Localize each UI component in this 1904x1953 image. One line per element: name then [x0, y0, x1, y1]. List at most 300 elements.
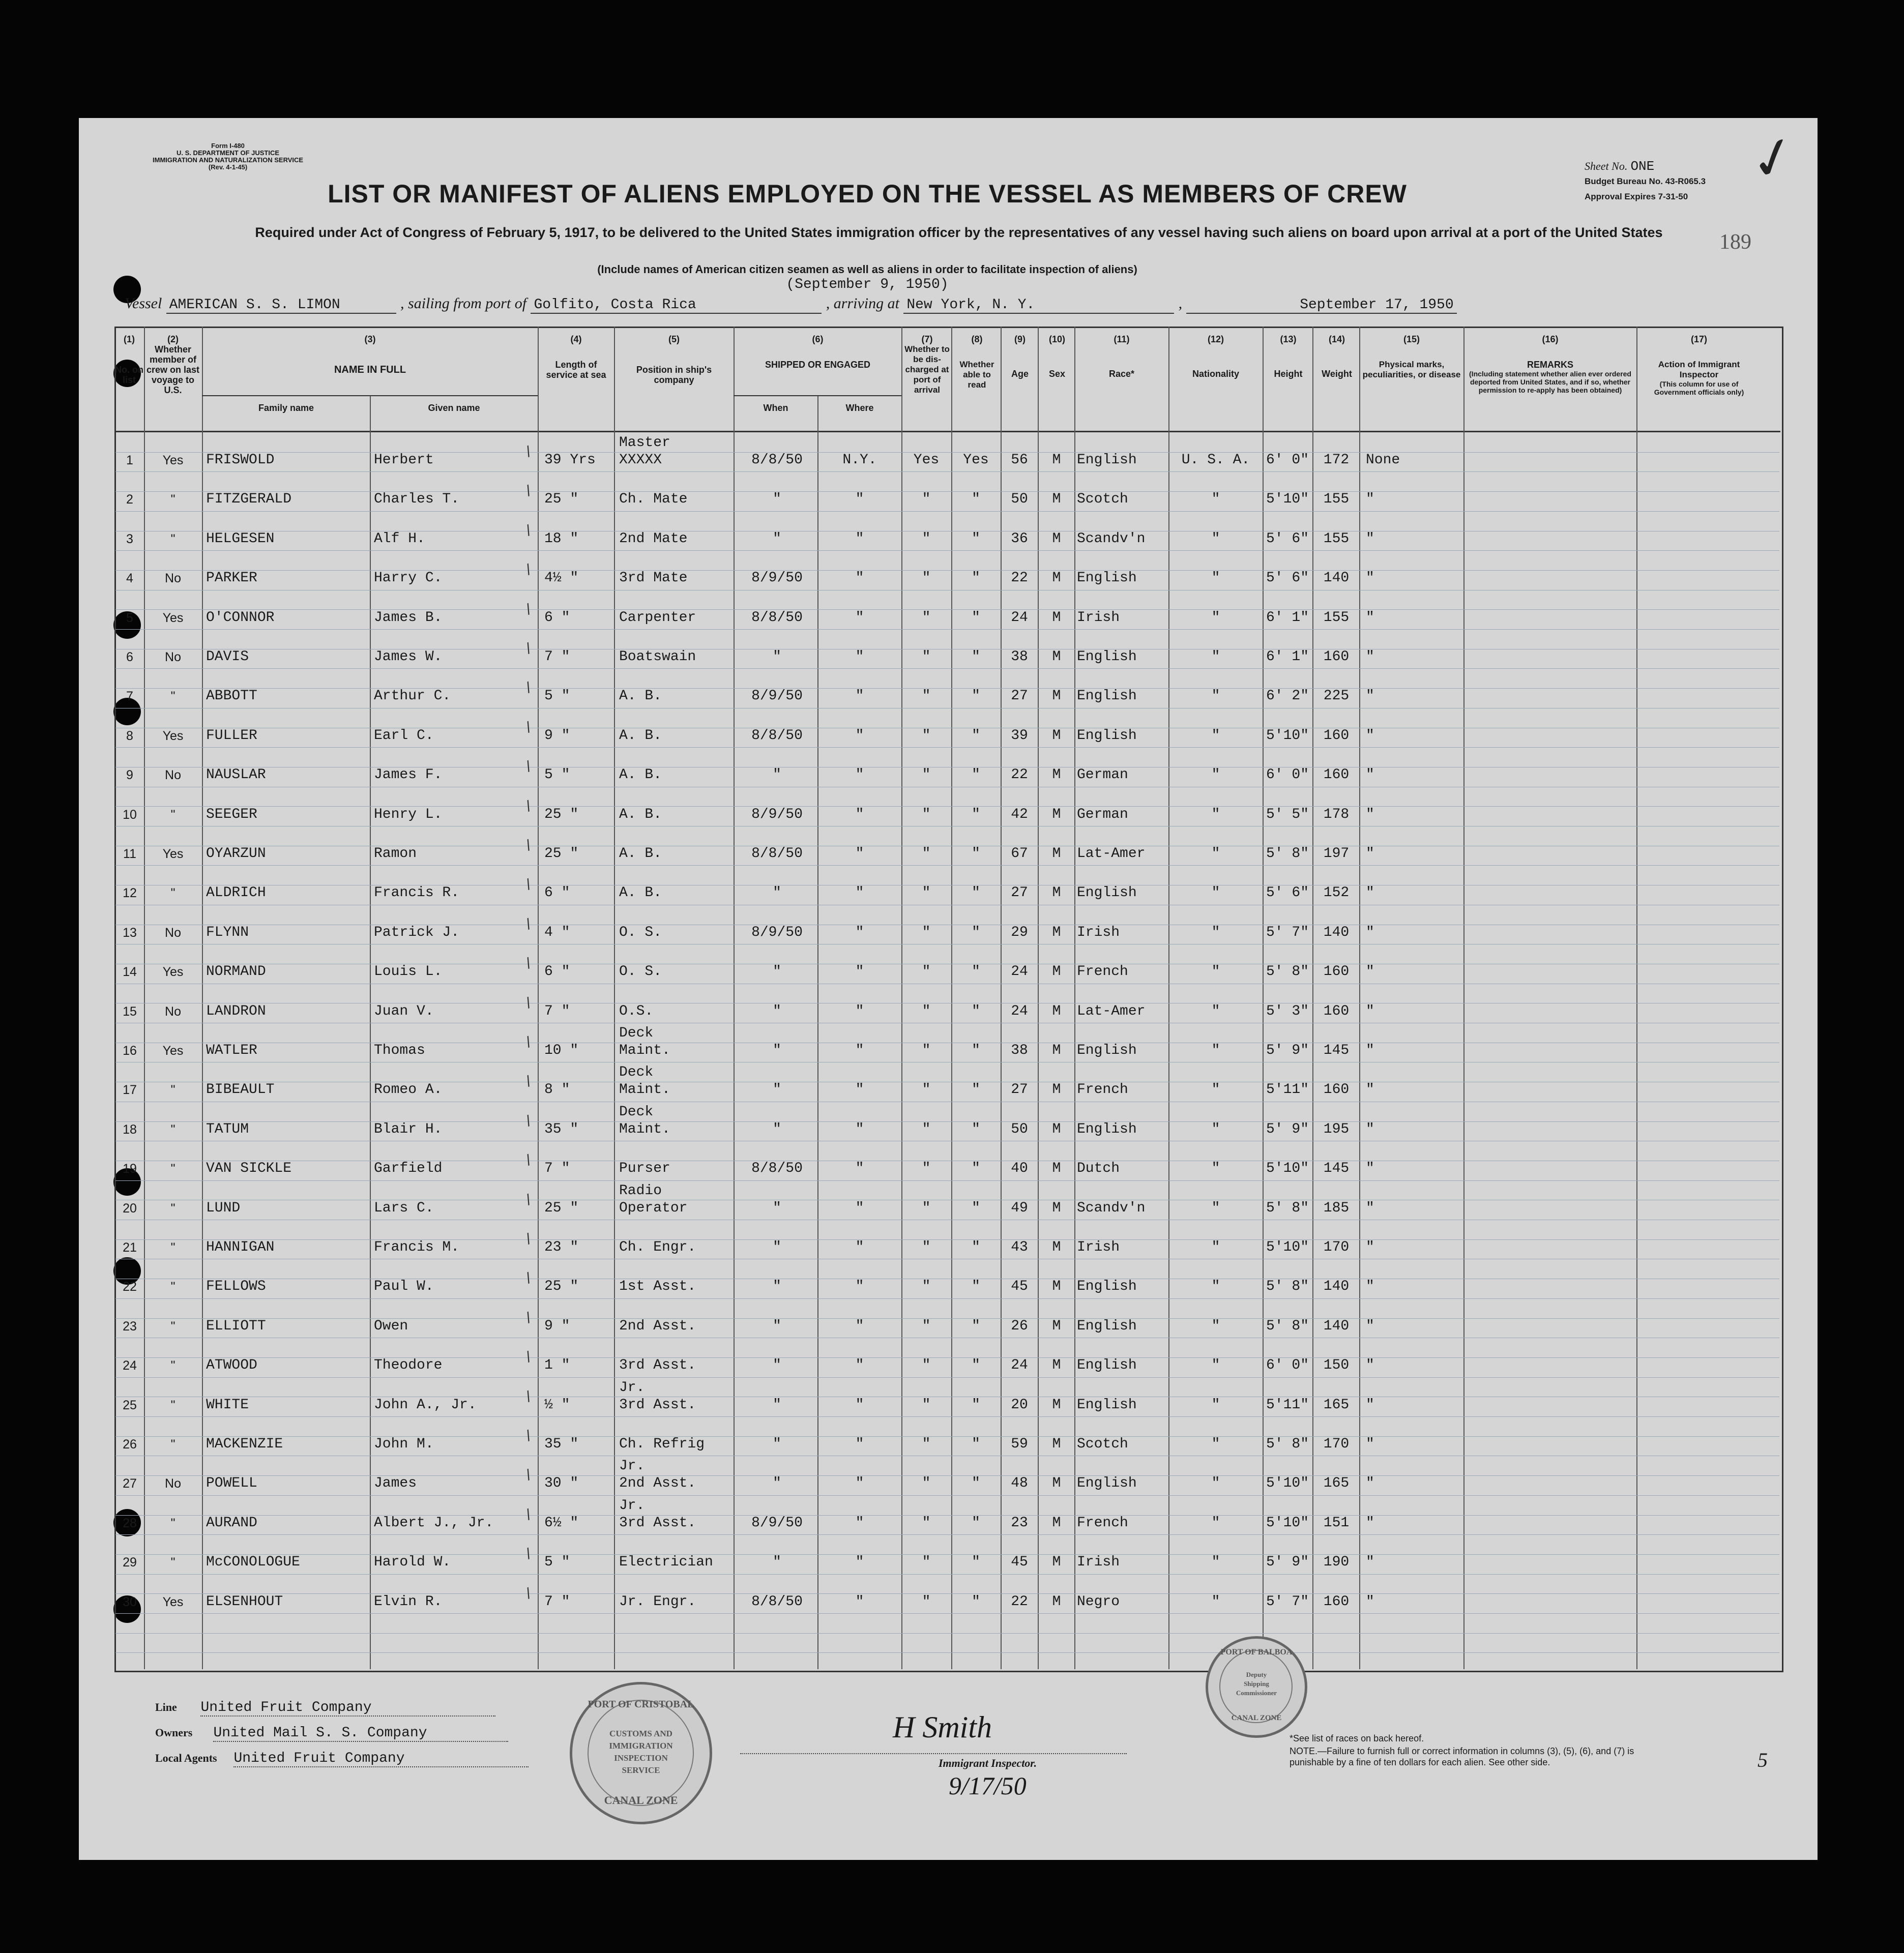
height: 6' 2" [1266, 688, 1309, 704]
sex: M [1052, 1436, 1061, 1452]
sex: M [1052, 846, 1061, 862]
ruled-line [115, 1633, 1779, 1634]
sex: M [1052, 885, 1061, 901]
col-race-header [1076, 334, 1167, 379]
sex: M [1052, 452, 1061, 468]
position: 1st Asst. [619, 1279, 696, 1295]
position: 3rd Asst. [619, 1397, 696, 1413]
penalty-note: NOTE.—Failure to furnish full or correct information in columns (3), (5), (6), and (7) is punishable by a fine of ten dollars for each alien. See other side. [1290, 1746, 1634, 1767]
row-number: 27 [123, 1476, 137, 1491]
race: Scotch [1077, 1436, 1128, 1452]
given-name: Herbert [374, 452, 434, 468]
stamp-center-text: CUSTOMS AND IMMIGRATION INSPECTION SERVICE [609, 1729, 673, 1775]
family-name: LUND [206, 1200, 241, 1216]
position: A. B. [619, 688, 662, 704]
col-name-header [203, 334, 537, 375]
weight: 155 [1323, 530, 1350, 547]
member-last-voyage: " [170, 1319, 175, 1334]
nationality: " [1211, 1515, 1220, 1531]
col-discharged-header [903, 334, 951, 395]
member-last-voyage: " [170, 1083, 175, 1098]
col-label: Length of service at sea [546, 360, 606, 380]
row-number: 5 [126, 610, 133, 625]
discharged-at-arrival: " [922, 727, 931, 744]
member-last-voyage: Yes [162, 610, 184, 625]
row-number: 20 [123, 1201, 137, 1216]
height: 5' 5" [1266, 806, 1309, 822]
shipped-where: " [855, 1515, 864, 1531]
revision: (Rev. 4-1-45) [208, 163, 248, 171]
position: A. B. [619, 767, 662, 783]
able-to-read: " [972, 727, 980, 744]
col-position-header [616, 334, 733, 385]
shipped-where: " [855, 1239, 864, 1255]
race: French [1077, 1515, 1128, 1531]
nationality: " [1211, 1436, 1220, 1452]
nationality: " [1211, 1200, 1220, 1216]
physical-marks: " [1366, 570, 1374, 586]
weight: 160 [1323, 727, 1350, 744]
shipped-where: " [855, 1043, 864, 1058]
crew-table [114, 327, 1783, 1672]
sex: M [1052, 727, 1061, 744]
given-name: Arthur C. [374, 688, 451, 704]
row-number: 10 [123, 807, 137, 822]
sex: M [1052, 570, 1061, 586]
shipped-when: 8/9/50 [751, 1515, 803, 1531]
position: Ch. Refrig [619, 1436, 705, 1452]
check-tick-icon: / [523, 1506, 534, 1524]
height: 5' 8" [1266, 1279, 1309, 1295]
weight: 140 [1323, 1318, 1350, 1334]
col-label: SHIPPED OR ENGAGED [765, 360, 871, 370]
race: English [1077, 885, 1137, 901]
manifest-sheet [79, 118, 1818, 1860]
sex: M [1052, 1279, 1061, 1295]
height: 5'10" [1266, 1239, 1309, 1255]
family-name: ELSENHOUT [206, 1593, 283, 1610]
shipped-where: " [855, 1475, 864, 1492]
sex: M [1052, 688, 1061, 704]
shipped-where: N.Y. [842, 452, 877, 468]
shipped-where: " [855, 964, 864, 980]
page-title: LIST OR MANIFEST OF ALIENS EMPLOYED ON THE VESSEL AS MEMBERS OF CREW [328, 180, 1407, 208]
shipped-where: " [855, 649, 864, 665]
vessel-line: Vessel AMERICAN S. S. LIMON , sailing from port of Golfito, Costa Rica , arriving at New York, N. Y. , September 17, 1950 [125, 295, 1457, 314]
discharged-at-arrival: " [922, 570, 931, 586]
position-prefix: Master [619, 435, 670, 451]
height: 6' 1" [1266, 609, 1309, 626]
weight: 185 [1323, 1200, 1350, 1216]
nationality: " [1211, 846, 1220, 862]
col-label: Race* [1108, 369, 1135, 379]
position: Ch. Mate [619, 491, 688, 508]
nationality: " [1211, 924, 1220, 940]
shipped-where: " [855, 846, 864, 862]
height: 6' 0" [1266, 767, 1309, 783]
sex: M [1052, 1082, 1061, 1098]
family-name: ATWOOD [206, 1357, 257, 1374]
stamp-bottom-text: CANAL ZONE [1231, 1714, 1282, 1722]
check-tick-icon: / [523, 679, 534, 697]
row-number: 23 [123, 1319, 137, 1334]
length-of-service: 25 " [544, 806, 579, 822]
position: O. S. [619, 924, 662, 940]
position: A. B. [619, 846, 662, 862]
race: Scandv'n [1077, 1200, 1146, 1216]
race: English [1077, 649, 1137, 665]
position-prefix: Deck [619, 1025, 654, 1041]
sex: M [1052, 1239, 1061, 1255]
length-of-service: 25 " [544, 1279, 579, 1295]
stamp-center-text: Deputy Shipping Commissioner [1236, 1671, 1277, 1697]
member-last-voyage: No [165, 768, 181, 783]
physical-marks: None [1366, 452, 1400, 468]
family-name: WHITE [206, 1397, 249, 1413]
col-num: (14) [1328, 334, 1345, 344]
column-rule [817, 395, 818, 1669]
length-of-service: 23 " [544, 1239, 579, 1255]
weight: 155 [1323, 491, 1350, 508]
cristobal-port-stamp [570, 1682, 712, 1824]
member-last-voyage: Yes [162, 728, 184, 743]
column-rule [734, 327, 735, 1669]
height: 5' 6" [1266, 570, 1309, 586]
check-tick-icon: / [523, 797, 534, 815]
age: 26 [1011, 1318, 1028, 1334]
shipped-where: " [855, 1200, 864, 1216]
member-last-voyage: " [170, 492, 175, 507]
race: Lat-Amer [1077, 1003, 1146, 1019]
position: Boatswain [619, 649, 696, 665]
member-last-voyage: " [170, 1516, 175, 1530]
family-name: ELLIOTT [206, 1318, 266, 1334]
position: 3rd Asst. [619, 1515, 696, 1531]
length-of-service: 7 " [544, 1161, 570, 1177]
inspector-signature-line [740, 1753, 1127, 1754]
row-number: 7 [126, 689, 133, 704]
row-number: 25 [123, 1398, 137, 1412]
col-num: (16) [1542, 334, 1559, 344]
col-age-header [1002, 334, 1038, 379]
subtitle-note: (Include names of American citizen seamen as well as aliens in order to facilitate inspection of aliens) [597, 263, 1137, 276]
row-number: 28 [123, 1516, 137, 1530]
shipped-when: " [773, 491, 781, 508]
shipped-where: " [855, 1397, 864, 1413]
physical-marks: " [1366, 1357, 1374, 1374]
nationality: " [1211, 1121, 1220, 1137]
physical-marks: " [1366, 1121, 1374, 1137]
given-name: James F. [374, 767, 443, 783]
age: 24 [1011, 1357, 1028, 1374]
col-num: (4) [570, 334, 582, 344]
shipped-when: " [773, 767, 781, 783]
member-last-voyage: " [170, 807, 175, 822]
discharged-at-arrival: " [922, 1003, 931, 1019]
ruled-line [115, 511, 1779, 512]
discharged-at-arrival: " [922, 1318, 931, 1334]
able-to-read: " [972, 1397, 980, 1413]
sex: M [1052, 649, 1061, 665]
row-number: 14 [123, 965, 137, 980]
position: A. B. [619, 885, 662, 901]
shipped-where: " [855, 885, 864, 901]
sex: M [1052, 530, 1061, 547]
physical-marks: " [1366, 964, 1374, 980]
weight: 160 [1323, 767, 1350, 783]
col-read-header [953, 334, 1001, 390]
discharged-at-arrival: " [922, 806, 931, 822]
race: English [1077, 688, 1137, 704]
check-tick-icon: / [523, 561, 534, 579]
race: German [1077, 767, 1128, 783]
shipped-when: " [773, 1475, 781, 1492]
length-of-service: 6½ " [544, 1515, 579, 1531]
check-tick-icon: / [523, 482, 534, 500]
col-note: (This column for use of Government officials only) [1654, 380, 1744, 396]
inspection-date: 9/17/50 [949, 1771, 1027, 1800]
race: Dutch [1077, 1161, 1120, 1177]
length-of-service: 10 " [544, 1043, 579, 1058]
position-prefix: Radio [619, 1182, 662, 1199]
discharged-at-arrival: " [922, 1357, 931, 1374]
member-last-voyage: Yes [162, 1594, 184, 1609]
col-num: (9) [1014, 334, 1026, 344]
column-rule [538, 327, 539, 1669]
weight: 172 [1323, 452, 1350, 468]
family-name: SEEGER [206, 806, 257, 822]
given-name: Albert J., Jr. [374, 1515, 494, 1531]
member-last-voyage: " [170, 689, 175, 704]
sex: M [1052, 767, 1061, 783]
given-name: Theodore [374, 1357, 443, 1374]
shipped-when: 8/9/50 [751, 570, 803, 586]
sheet-info [1585, 159, 1706, 204]
age: 20 [1011, 1397, 1028, 1413]
shipped-when: " [773, 1436, 781, 1452]
member-last-voyage: " [170, 1280, 175, 1294]
able-to-read: " [972, 688, 980, 704]
row-number: 16 [123, 1044, 137, 1058]
row-number: 15 [123, 1004, 137, 1019]
shipped-when: 8/8/50 [751, 846, 803, 862]
weight: 160 [1323, 1593, 1350, 1610]
shipped-when: 8/9/50 [751, 924, 803, 940]
length-of-service: 5 " [544, 1554, 570, 1571]
shipped-when: 8/9/50 [751, 688, 803, 704]
discharged-at-arrival: " [922, 1397, 931, 1413]
ruled-line [115, 1298, 1779, 1299]
sheet-number: ONE [1630, 159, 1655, 174]
family-name: DAVIS [206, 649, 249, 665]
able-to-read: " [972, 1043, 980, 1058]
physical-marks: " [1366, 1515, 1374, 1531]
physical-marks: " [1366, 727, 1374, 744]
nationality: " [1211, 806, 1220, 822]
length-of-service: 7 " [544, 649, 570, 665]
check-tick-icon: / [523, 1073, 534, 1090]
column-rule [1463, 327, 1464, 1669]
row-number: 18 [123, 1122, 137, 1137]
discharged-at-arrival: " [922, 1161, 931, 1177]
age: 29 [1011, 924, 1028, 940]
approval-expires: Approval Expires 7-31-50 [1585, 192, 1688, 201]
race: Scandv'n [1077, 530, 1146, 547]
discharged-at-arrival: " [922, 1554, 931, 1571]
age: 24 [1011, 609, 1028, 626]
weight: 160 [1323, 1082, 1350, 1098]
weight: 160 [1323, 1003, 1350, 1019]
shipped-where: " [855, 1554, 864, 1571]
physical-marks: " [1366, 924, 1374, 940]
discharged-at-arrival: " [922, 924, 931, 940]
able-to-read: " [972, 1593, 980, 1610]
footer-owners [155, 1725, 508, 1742]
column-rule [614, 327, 615, 1669]
length-of-service: 1 " [544, 1357, 570, 1374]
row-number: 2 [126, 492, 133, 507]
height: 5'11" [1266, 1082, 1309, 1098]
sailing-date: (September 9, 1950) [786, 277, 949, 292]
member-last-voyage: No [165, 1004, 181, 1019]
member-last-voyage: Yes [162, 965, 184, 980]
ruled-line [115, 471, 1779, 472]
given-name: Paul W. [374, 1279, 434, 1295]
race: English [1077, 570, 1137, 586]
race: French [1077, 964, 1128, 980]
given-name: Francis M. [374, 1239, 460, 1255]
given-name: Alf H. [374, 530, 425, 547]
position: Maint. [619, 1082, 670, 1098]
age: 49 [1011, 1200, 1028, 1216]
shipped-when: 8/8/50 [751, 1593, 803, 1610]
given-name: James B. [374, 609, 443, 626]
height: 5' 6" [1266, 885, 1309, 901]
col-label: Sex [1048, 369, 1066, 379]
physical-marks: " [1366, 846, 1374, 862]
col-weight-header [1314, 334, 1360, 379]
position-prefix: Deck [619, 1064, 654, 1081]
family-name: BIBEAULT [206, 1082, 275, 1098]
nationality: " [1211, 727, 1220, 744]
discharged-at-arrival: " [922, 1082, 931, 1098]
weight: 170 [1323, 1436, 1350, 1452]
page-number: 189 [1719, 230, 1751, 254]
check-tick-icon: / [523, 1033, 534, 1051]
col-family-header: Family name [258, 403, 314, 413]
able-to-read: " [972, 1239, 980, 1255]
col-shipped-header [735, 334, 900, 370]
physical-marks: " [1366, 1475, 1374, 1492]
height: 5' 8" [1266, 964, 1309, 980]
nationality: " [1211, 530, 1220, 547]
shipped-when: 8/8/50 [751, 609, 803, 626]
stamp-bottom-text: CANAL ZONE [604, 1794, 678, 1807]
discharged-at-arrival: " [922, 491, 931, 508]
given-name: Elvin R. [374, 1593, 443, 1610]
height: 5'10" [1266, 1475, 1309, 1492]
height: 5' 9" [1266, 1554, 1309, 1571]
physical-marks: " [1366, 1318, 1374, 1334]
age: 36 [1011, 530, 1028, 547]
given-name: Garfield [374, 1161, 443, 1177]
nationality: " [1211, 1593, 1220, 1610]
weight: 170 [1323, 1239, 1350, 1255]
family-name: MACKENZIE [206, 1436, 283, 1452]
subheader-rule [202, 395, 538, 396]
weight: 145 [1323, 1161, 1350, 1177]
able-to-read: " [972, 1318, 980, 1334]
race: German [1077, 806, 1128, 822]
col-nationality-header [1170, 334, 1262, 379]
row-number: 11 [123, 847, 136, 861]
col-label: Whether to be dis-charged at port of arrival [904, 344, 950, 395]
column-rule [1168, 327, 1169, 1669]
height: 5'11" [1266, 1397, 1309, 1413]
shipped-where: " [855, 1003, 864, 1019]
age: 59 [1011, 1436, 1028, 1452]
sailing-from-label: , sailing from port of [400, 295, 527, 312]
check-tick-icon: / [523, 1348, 534, 1366]
sex: M [1052, 1554, 1061, 1571]
nationality: U. S. A. [1181, 452, 1250, 468]
column-rule [144, 327, 145, 1669]
position: XXXXX [619, 452, 662, 468]
sex: M [1052, 1200, 1061, 1216]
nationality: " [1211, 1003, 1220, 1019]
col-num: (1) [124, 334, 135, 344]
owners-value: United Mail S. S. Company [213, 1725, 508, 1742]
race: French [1077, 1082, 1128, 1098]
shipped-where: " [855, 1082, 864, 1098]
length-of-service: ½ " [544, 1397, 570, 1413]
shipped-where: " [855, 530, 864, 547]
weight: 160 [1323, 964, 1350, 980]
physical-marks: " [1366, 530, 1374, 547]
able-to-read: " [972, 530, 980, 547]
length-of-service: 35 " [544, 1121, 579, 1137]
row-number: 19 [123, 1162, 137, 1176]
shipped-where: " [855, 570, 864, 586]
shipped-when: " [773, 964, 781, 980]
shipped-when: " [773, 885, 781, 901]
col-num: (8) [971, 334, 983, 344]
member-last-voyage: No [165, 1476, 181, 1491]
height: 5' 3" [1266, 1003, 1309, 1019]
position-prefix: Deck [619, 1104, 654, 1120]
discharged-at-arrival: Yes [913, 452, 940, 468]
member-last-voyage: No [165, 650, 181, 664]
check-mark: ✓ [1742, 121, 1805, 196]
discharged-at-arrival: " [922, 767, 931, 783]
physical-marks: " [1366, 491, 1374, 508]
col-label: Physical marks, peculiarities, or disease [1362, 360, 1461, 379]
races-note: *See list of races on back hereof. [1290, 1733, 1424, 1743]
discharged-at-arrival: " [922, 1515, 931, 1531]
able-to-read: " [972, 570, 980, 586]
col-num: (10) [1048, 334, 1065, 344]
position: 2nd Asst. [619, 1318, 696, 1334]
member-last-voyage: " [170, 1162, 175, 1176]
physical-marks: " [1366, 609, 1374, 626]
check-tick-icon: / [523, 1466, 534, 1484]
balboa-port-stamp [1206, 1636, 1307, 1738]
height: 5' 8" [1266, 1436, 1309, 1452]
physical-marks: " [1366, 1239, 1374, 1255]
shipped-where: " [855, 1318, 864, 1334]
given-name: Ramon [374, 846, 417, 862]
shipped-where: " [855, 727, 864, 744]
